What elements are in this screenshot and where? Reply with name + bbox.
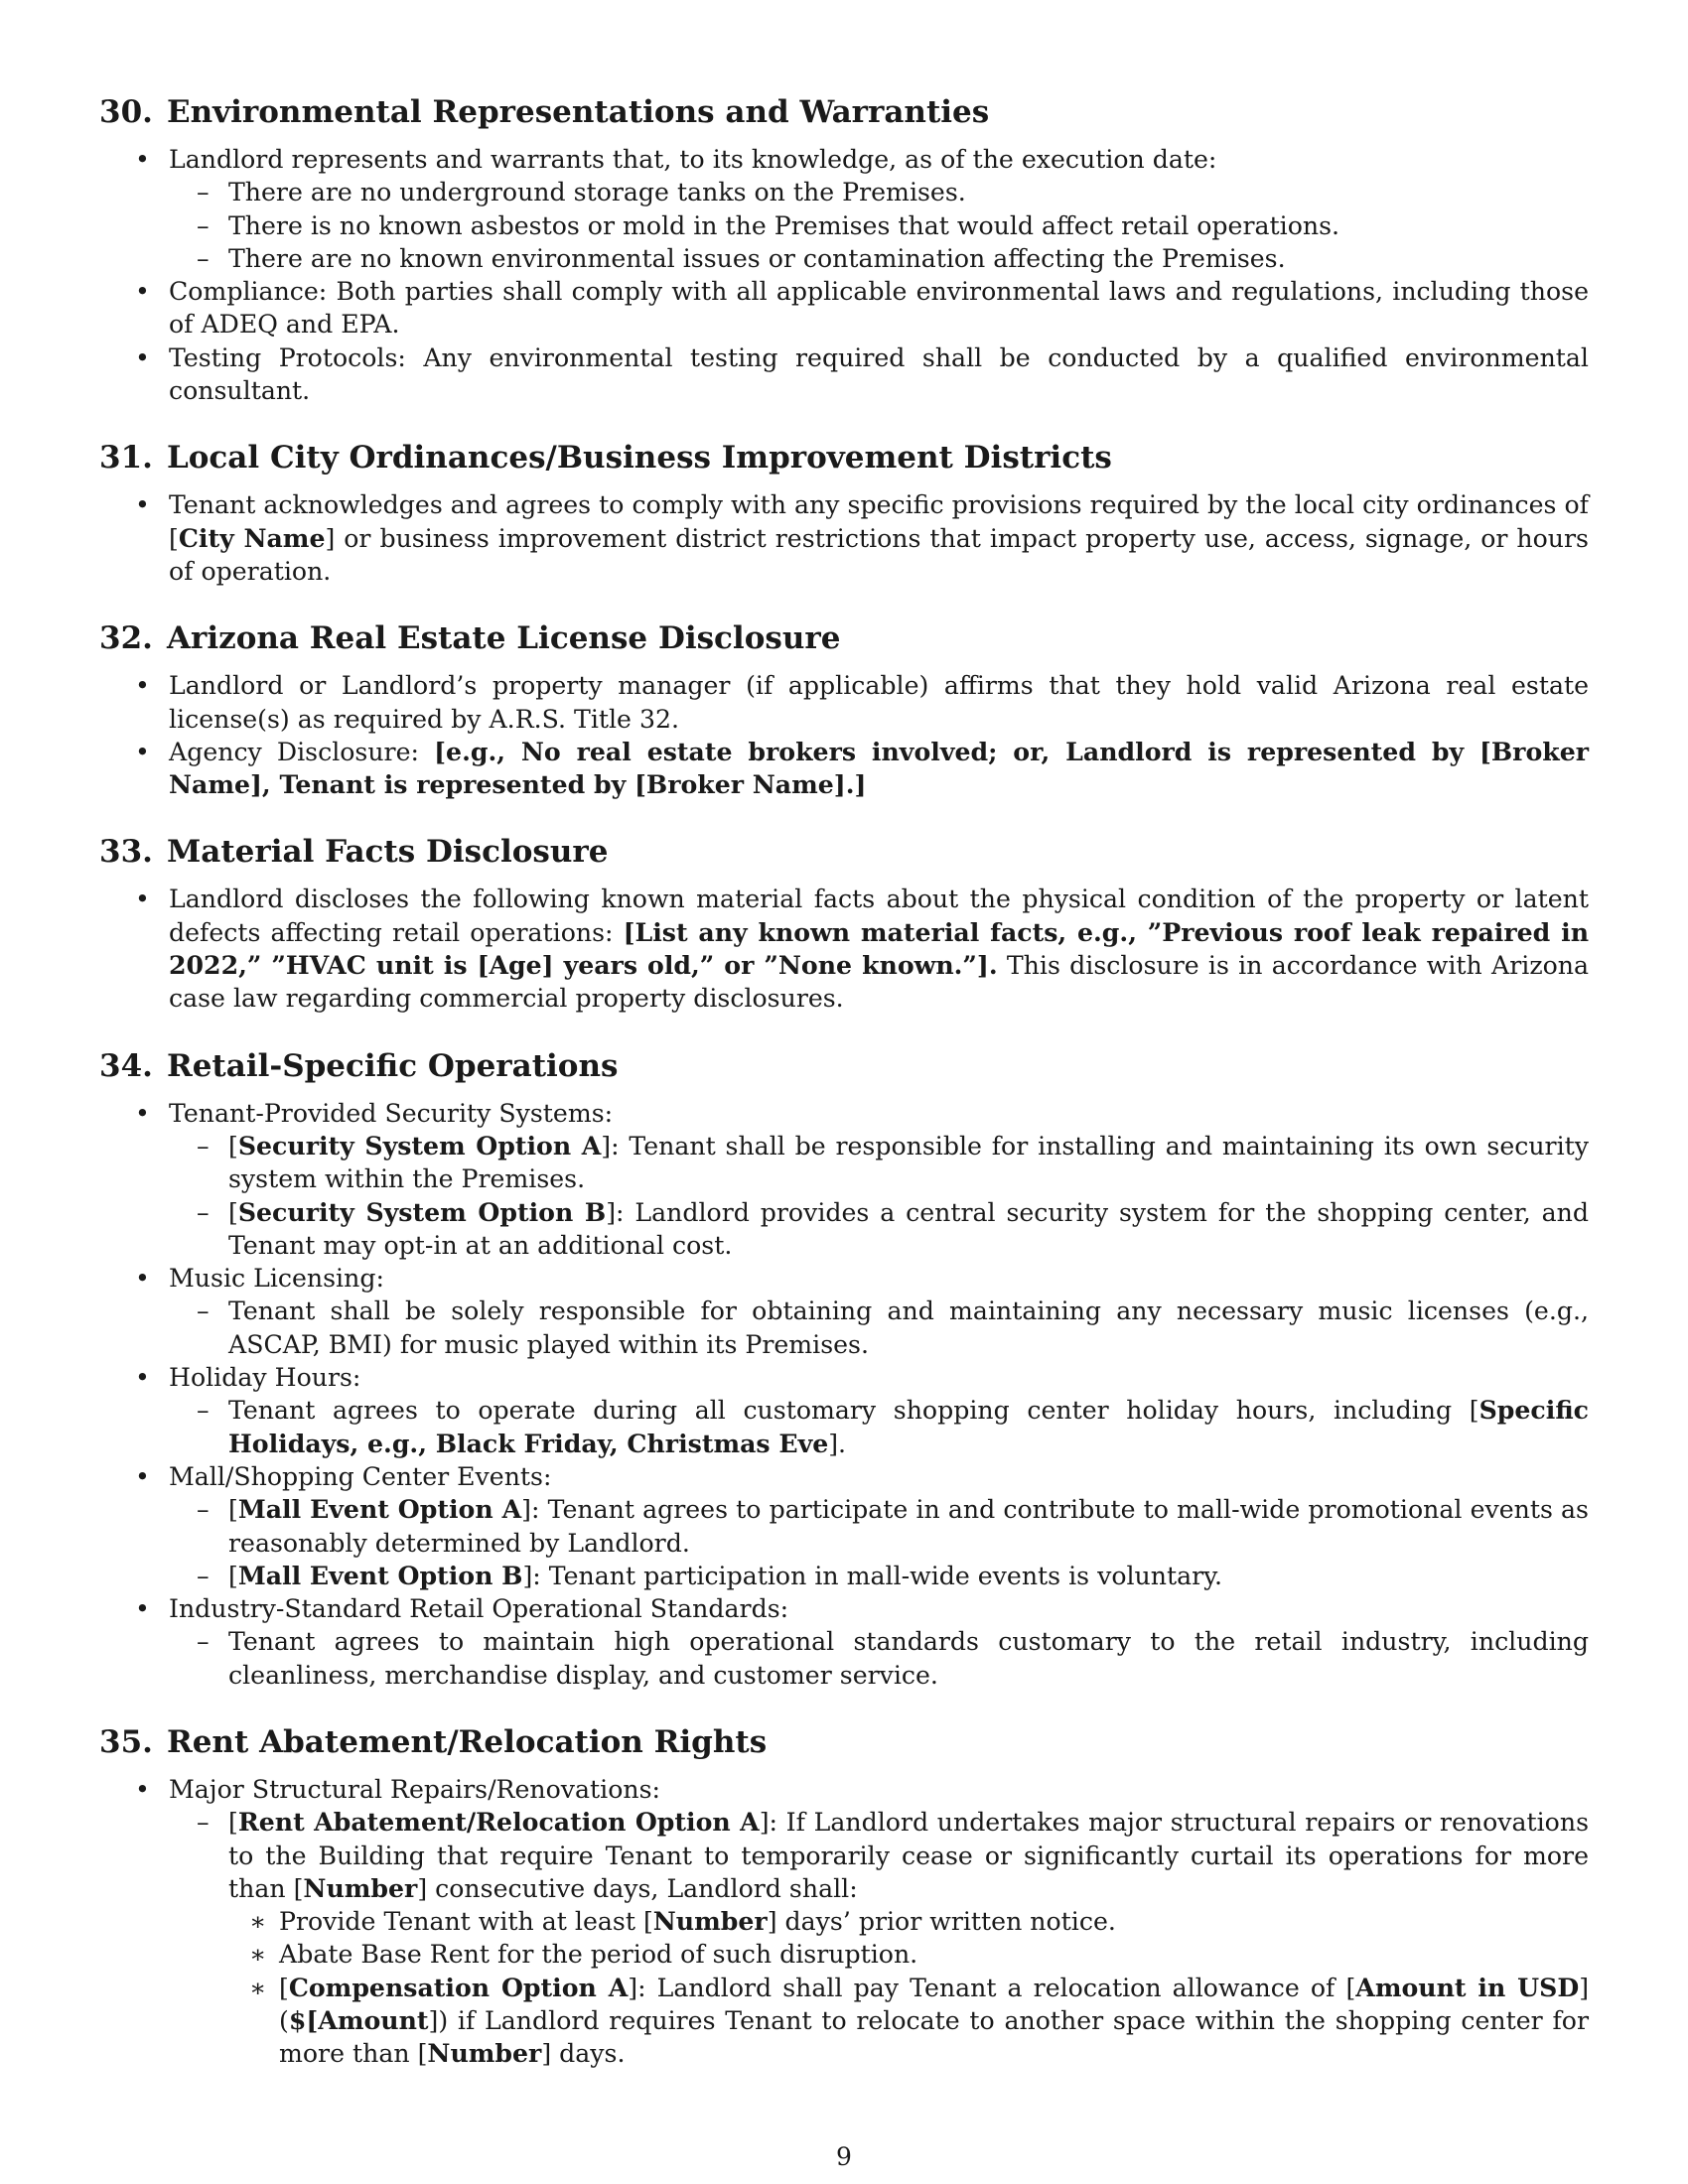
list-item (99, 176, 1589, 208)
bullet-icon: • (135, 885, 150, 914)
section-heading (99, 437, 1589, 478)
list-item (99, 883, 1589, 1015)
dash-bullet-icon: – (197, 1396, 210, 1426)
text-run: Abate Base Rent for the period of such disruption. (279, 1940, 918, 1970)
text-run: Holiday Hours: (169, 1363, 361, 1393)
list-item (99, 488, 1589, 588)
text-run: Tenant agrees to operate during all customary shopping center holiday hours, including [ (228, 1396, 1479, 1426)
text-run: There are no known environmental issues or contamination affecting the Premises. (228, 243, 1286, 273)
text-run: ]) if Landlord requires Tenant to relocate to another space within the shopping center for more than [ (279, 2006, 1589, 2069)
bullet-icon: • (135, 1264, 150, 1294)
text-run: Tenant-Provided Security Systems: (169, 1098, 614, 1128)
bold-text: Security System Option B (237, 1196, 607, 1227)
list-item (99, 669, 1589, 736)
bold-text: [e.g., No real estate brokers involved; or, Landlord is represented by [Broker Name], Tenant is represented by [Broker Name].] (169, 736, 1589, 800)
bullet-icon: • (135, 737, 150, 766)
list-item (99, 242, 1589, 275)
dash-bullet-icon: – (197, 1197, 210, 1227)
bullet-icon: • (135, 1363, 150, 1393)
text-run: ] days. (541, 2039, 626, 2069)
list-item (99, 143, 1589, 176)
list-item (99, 209, 1589, 242)
list-item (99, 1972, 1589, 2071)
list-item (99, 1394, 1589, 1460)
section-title: Environmental Representations and Warranties (166, 94, 990, 130)
text-run: Tenant shall be solely responsible for obtaining and maintaining any necessary music licenses (e.g., ASCAP, BMI) for music played within its Premises. (228, 1297, 1589, 1359)
text-run: [ (228, 1197, 238, 1227)
list-item (99, 1905, 1589, 1938)
text-run: ]: Tenant shall be responsible for installing and maintaining its own security system within the Premises. (228, 1131, 1590, 1194)
bullet-icon: • (135, 1098, 150, 1128)
text-run: ] or business improvement district restrictions that impact property use, access, signage, or hours of operation. (169, 523, 1589, 586)
list-item (99, 1460, 1589, 1493)
list-item (99, 1262, 1589, 1295)
bullet-icon: • (135, 1461, 150, 1491)
section-heading (99, 831, 1589, 873)
section-30 (99, 91, 1589, 407)
text-run: [ (228, 1561, 238, 1590)
section-heading (99, 91, 1589, 133)
text-run: Landlord represents and warrants that, to its knowledge, as of the execution date: (169, 145, 1217, 174)
list-item (99, 1295, 1589, 1361)
text-run: [ (228, 1808, 238, 1838)
bold-text: Amount in USD (1355, 1972, 1580, 2002)
text-run: [ (228, 1131, 238, 1160)
bullet-icon: • (135, 342, 150, 372)
dash-bullet-icon: – (197, 210, 210, 240)
text-run: ] ( (279, 1973, 1590, 2036)
text-run: Testing Protocols: Any environmental testing required shall be conducted by a qualified environmental consultant. (169, 342, 1589, 406)
section-number: 33. (99, 834, 153, 871)
list-item (99, 1625, 1589, 1692)
section-33 (99, 831, 1589, 1015)
dash-bullet-icon: – (197, 1627, 210, 1657)
text-run: ]. (828, 1429, 847, 1458)
bold-text: $[Amount (288, 2005, 429, 2036)
list-item (99, 1196, 1589, 1263)
text-run: Tenant acknowledges and agrees to comply with any specific provisions required by the local city ordinances of [ (169, 490, 1589, 553)
text-run: Provide Tenant with at least [ (279, 1907, 653, 1937)
bullet-icon: • (135, 145, 150, 174)
document-page (99, 91, 1589, 2101)
section-number: 32. (99, 620, 153, 657)
text-run: There is no known asbestos or mold in the Premises that would affect retail operations. (228, 210, 1340, 240)
bullet-icon: • (135, 277, 150, 307)
bold-text: Specific Holidays, e.g., Black Friday, Christmas Eve (228, 1395, 1589, 1458)
list-item (99, 1097, 1589, 1130)
bold-text: Rent Abatement/Relocation Option A (237, 1807, 760, 1838)
section-31 (99, 437, 1589, 588)
dash-bullet-icon: – (197, 1297, 210, 1326)
list-item (99, 1493, 1589, 1560)
section-32 (99, 617, 1589, 801)
text-run: Industry-Standard Retail Operational Standards: (169, 1594, 789, 1624)
bullet-icon: • (135, 1774, 150, 1804)
list-item (99, 1938, 1589, 1971)
text-run: Landlord or Landlord’s property manager (if applicable) affirms that they hold valid Arizona real estate license(s) as required by A.R.S. Title 32. (169, 671, 1589, 734)
bold-text: Mall Event Option A (237, 1494, 522, 1525)
text-run: Mall/Shopping Center Events: (169, 1461, 552, 1491)
section-number: 30. (99, 94, 153, 130)
bullet-icon: • (135, 1594, 150, 1624)
text-run: Compliance: Both parties shall comply with all applicable environmental laws and regulations, including those of ADEQ and EPA. (169, 277, 1589, 340)
section-title: Local City Ordinances/Business Improvement Districts (166, 440, 1112, 477)
text-run: ] days’ prior written notice. (767, 1907, 1116, 1937)
bold-text: Number (303, 1872, 418, 1903)
text-run: Agency Disclosure: (169, 737, 435, 766)
text-run: There are no underground storage tanks on the Premises. (228, 178, 966, 207)
bold-text: Security System Option A (237, 1130, 602, 1160)
asterisk-bullet-icon: ∗ (249, 1940, 267, 1970)
text-run: ]: Landlord shall pay Tenant a relocation allowance of [ (628, 1973, 1356, 2002)
bold-text: Number (427, 2038, 542, 2069)
asterisk-bullet-icon: ∗ (249, 1973, 267, 2002)
section-number: 35. (99, 1723, 153, 1760)
dash-bullet-icon: – (197, 1561, 210, 1590)
section-34 (99, 1045, 1589, 1692)
bullet-icon: • (135, 671, 150, 701)
section-heading (99, 1045, 1589, 1087)
text-run: ]: Tenant agrees to participate in and contribute to mall-wide promotional events as reasonably determined by Landlord. (228, 1495, 1589, 1558)
list-item (99, 275, 1589, 341)
text-run: ]: Landlord provides a central security system for the shopping center, and Tenant may opt-in at an additional cost. (228, 1197, 1589, 1260)
list-item (99, 1806, 1589, 1905)
dash-bullet-icon: – (197, 1131, 210, 1160)
section-number: 34. (99, 1047, 153, 1084)
bold-text: Number (652, 1906, 768, 1937)
bullet-icon: • (135, 490, 150, 520)
dash-bullet-icon: – (197, 178, 210, 207)
text-run: Landlord discloses the following known material facts about the physical condition of the property or latent defects affecting retail operations: (169, 885, 1589, 947)
dash-bullet-icon: – (197, 1808, 210, 1838)
bold-text: [List any known material facts, e.g., ”Previous roof leak repaired in 2022,” ”HVAC unit is [Age] years old,” or ”None known.”]. (169, 916, 1590, 981)
list-item (99, 1361, 1589, 1394)
list-item (99, 1560, 1589, 1592)
list-item (99, 1130, 1589, 1196)
section-heading (99, 617, 1589, 659)
text-run: Major Structural Repairs/Renovations: (169, 1774, 661, 1804)
section-number: 31. (99, 440, 153, 477)
dash-bullet-icon: – (197, 243, 210, 273)
section-title: Rent Abatement/Relocation Rights (166, 1723, 768, 1760)
asterisk-bullet-icon: ∗ (249, 1907, 267, 1937)
section-35 (99, 1721, 1589, 2071)
dash-bullet-icon: – (197, 1495, 210, 1525)
text-run: This disclosure is in accordance with Arizona case law regarding commercial property disclosures. (169, 951, 1589, 1014)
list-item (99, 1592, 1589, 1625)
list-item (99, 341, 1589, 408)
section-title: Retail-Specific Operations (166, 1047, 619, 1084)
bold-text: City Name (178, 522, 326, 553)
list-item (99, 736, 1589, 802)
bold-text: Compensation Option A (288, 1972, 629, 2002)
section-title: Arizona Real Estate License Disclosure (166, 620, 841, 657)
page-number: 9 (836, 2142, 852, 2171)
text-run: ]: Tenant participation in mall-wide events is voluntary. (522, 1561, 1223, 1590)
bold-text: Mall Event Option B (237, 1560, 523, 1590)
section-heading (99, 1721, 1589, 1763)
text-run: ] consecutive days, Landlord shall: (417, 1873, 858, 1903)
text-run: [ (228, 1495, 238, 1525)
text-run: Music Licensing: (169, 1264, 384, 1294)
section-title: Material Facts Disclosure (166, 834, 609, 871)
text-run: ]: If Landlord undertakes major structural repairs or renovations to the Building that require Tenant to temporarily cease or significantly curtail its operations for more than [ (228, 1808, 1589, 1903)
text-run: Tenant agrees to maintain high operational standards customary to the retail industry, including cleanliness, merchandise display, and customer service. (228, 1627, 1589, 1690)
text-run: [ (279, 1973, 289, 2002)
list-item (99, 1773, 1589, 1806)
